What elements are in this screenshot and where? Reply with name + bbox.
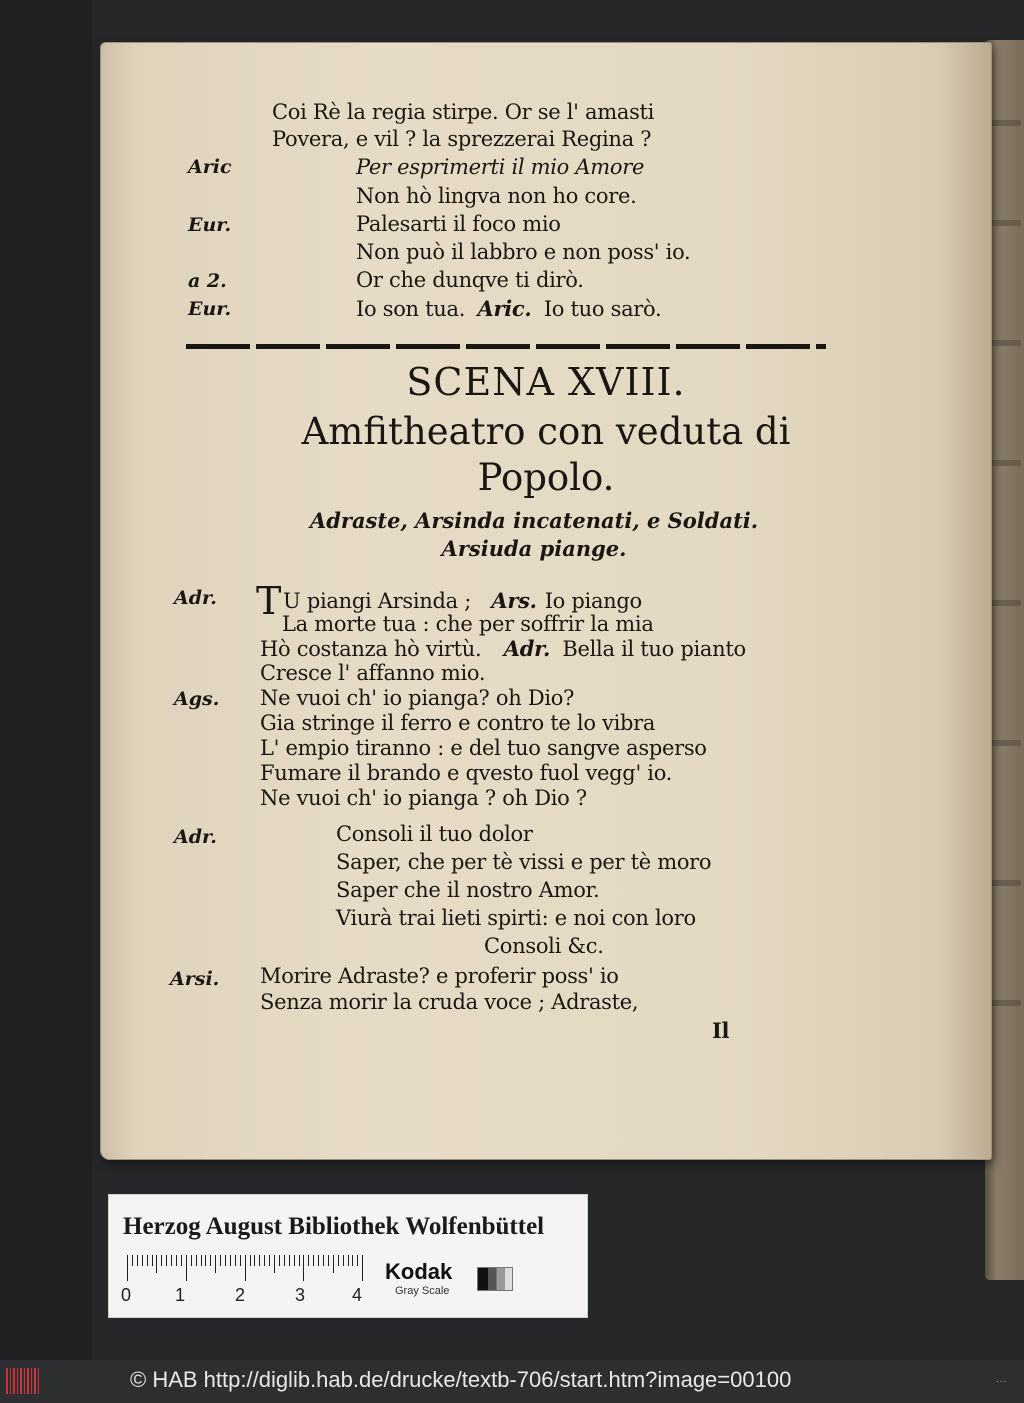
ruler-tick bbox=[201, 1255, 202, 1266]
scale-number: 3 bbox=[295, 1285, 306, 1305]
text-line: Gia stringe il ferro e contro te lo vibra bbox=[260, 711, 656, 735]
scale-card bbox=[108, 1194, 588, 1318]
ruler-tick bbox=[215, 1255, 216, 1273]
speaker-label: Ags. bbox=[174, 688, 220, 710]
ruler-tick bbox=[328, 1255, 329, 1266]
line-text: U piangi Arsinda ; bbox=[283, 589, 471, 613]
text-line: Cresce l' affanno mio. bbox=[260, 661, 486, 685]
speaker-label: Arsi. bbox=[170, 968, 220, 990]
ruler-tick bbox=[245, 1255, 246, 1281]
text-line: Morire Adraste? e proferir poss' io bbox=[260, 964, 619, 988]
text-line: Saper che il nostro Amor. bbox=[336, 878, 600, 902]
catchword: Il bbox=[712, 1018, 730, 1043]
barcode-icon bbox=[6, 1368, 40, 1394]
ruler-scale bbox=[127, 1255, 363, 1281]
ruler-tick bbox=[357, 1255, 358, 1266]
ruler-tick bbox=[147, 1255, 148, 1266]
ruler-tick bbox=[352, 1255, 353, 1266]
ruler-tick bbox=[269, 1255, 270, 1266]
text-line: Viurà trai lieti spirti: e noi con loro bbox=[336, 906, 696, 930]
text-line: Non può il labbro e non poss' io. bbox=[356, 240, 691, 264]
ruler-tick bbox=[313, 1255, 314, 1266]
persons-list: Arsiuda piange. bbox=[441, 536, 627, 561]
scale-number: 4 bbox=[352, 1285, 363, 1305]
scene-setting: Amfitheatro con veduta di bbox=[301, 410, 791, 453]
more-icon[interactable]: ... bbox=[996, 1374, 1008, 1385]
scale-number: 0 bbox=[121, 1285, 132, 1305]
text-line: Povera, e vil ? la sprezzerai Regina ? bbox=[272, 127, 652, 151]
ruler-tick bbox=[254, 1255, 255, 1266]
ruler-tick bbox=[137, 1255, 138, 1266]
scene-heading: SCENA XVIII. bbox=[406, 360, 686, 404]
ruler-tick bbox=[156, 1255, 157, 1273]
speaker-label: Eur. bbox=[188, 298, 232, 320]
refrain-line: Consoli &c. bbox=[484, 934, 604, 958]
text-line: Consoli il tuo dolor bbox=[336, 822, 533, 846]
line-text: Hò costanza hò virtù. bbox=[260, 637, 482, 661]
ruler-tick bbox=[205, 1255, 206, 1266]
footer-url[interactable]: © HAB http://diglib.hab.de/drucke/textb-706/start.htm?image=00100 bbox=[130, 1367, 792, 1392]
speaker-label: Adr. bbox=[174, 587, 217, 609]
ruler-tick bbox=[225, 1255, 226, 1266]
ruler-tick bbox=[343, 1255, 344, 1266]
footer-bar bbox=[0, 1360, 1024, 1403]
ruler-tick bbox=[171, 1255, 172, 1266]
ruler-tick bbox=[274, 1255, 275, 1273]
scene-setting: Popolo. bbox=[477, 456, 615, 499]
ruler-tick bbox=[259, 1255, 260, 1266]
ruler-tick bbox=[127, 1255, 128, 1281]
line-text: Io son tua. bbox=[356, 297, 466, 321]
inline-speaker: Ars. bbox=[491, 588, 537, 613]
line-text: Bella il tuo pianto bbox=[562, 637, 746, 661]
ruler-tick bbox=[303, 1255, 304, 1281]
ruler-tick bbox=[161, 1255, 162, 1266]
ruler-tick bbox=[196, 1255, 197, 1266]
scale-number: 1 bbox=[175, 1285, 186, 1305]
speaker-label: Aric bbox=[188, 156, 232, 178]
text-line: L' empio tiranno : e del tuo sangve asperso bbox=[260, 736, 707, 760]
text-line: Coi Rè la regia stirpe. Or se l' amasti bbox=[272, 100, 655, 124]
ruler-tick bbox=[299, 1255, 300, 1266]
ruler-tick bbox=[250, 1255, 251, 1266]
book-page bbox=[100, 42, 992, 1160]
ruler-tick bbox=[142, 1255, 143, 1266]
text-line: Per esprimerti il mio Amore bbox=[356, 155, 645, 179]
ruler-tick bbox=[308, 1255, 309, 1266]
ruler-tick bbox=[166, 1255, 167, 1266]
ruler-tick bbox=[191, 1255, 192, 1266]
ruler-tick bbox=[152, 1255, 153, 1266]
left-rail bbox=[0, 0, 92, 1360]
kodak-logo: Kodak bbox=[385, 1259, 453, 1284]
text-line bbox=[356, 296, 661, 321]
ruler-tick bbox=[318, 1255, 319, 1266]
ruler-tick bbox=[362, 1255, 363, 1281]
ruler-tick bbox=[220, 1255, 221, 1266]
drop-cap: T bbox=[256, 579, 282, 623]
line-text: Io tuo sarò. bbox=[543, 297, 662, 321]
ruler-tick bbox=[240, 1255, 241, 1266]
text-line: Senza morir la cruda voce ; Adraste, bbox=[260, 990, 639, 1014]
speaker-label: Eur. bbox=[188, 214, 232, 236]
ruler-tick bbox=[132, 1255, 133, 1266]
ruler-tick bbox=[348, 1255, 349, 1266]
card-title: Herzog August Bibliothek Wolfenbüttel bbox=[123, 1213, 545, 1240]
text-line: Palesarti il foco mio bbox=[356, 212, 561, 236]
ruler-tick bbox=[264, 1255, 265, 1266]
persons-list: Adraste, Arsinda incatenati, e Soldati. bbox=[309, 508, 759, 533]
ruler-tick bbox=[210, 1255, 211, 1266]
text-line: Fumare il brando e qvesto fuol vegg' io. bbox=[260, 761, 673, 785]
text-line bbox=[260, 636, 746, 661]
text-line: Non hò lingva non ho core. bbox=[356, 184, 637, 208]
ruler-tick bbox=[279, 1255, 280, 1266]
ruler-tick bbox=[338, 1255, 339, 1266]
inline-speaker: Adr. bbox=[503, 636, 550, 661]
speaker-label: Adr. bbox=[174, 826, 217, 848]
ruler-tick bbox=[230, 1255, 231, 1266]
text-line: Ne vuoi ch' io pianga? oh Dio? bbox=[260, 686, 575, 710]
gray-scale-label: Gray Scale bbox=[395, 1285, 450, 1297]
line-text: Io piango bbox=[544, 589, 642, 613]
ruler-tick bbox=[186, 1255, 187, 1281]
scale-number: 2 bbox=[235, 1285, 246, 1305]
ruler-tick bbox=[289, 1255, 290, 1266]
gray-swatch bbox=[477, 1267, 513, 1291]
speaker-label: a 2. bbox=[188, 270, 227, 292]
ruler-tick bbox=[181, 1255, 182, 1266]
text-line: Saper, che per tè vissi e per tè moro bbox=[336, 850, 712, 874]
ruler-tick bbox=[284, 1255, 285, 1266]
ruler-tick bbox=[235, 1255, 236, 1266]
inline-speaker: Aric. bbox=[477, 296, 532, 321]
text-line: La morte tua : che per soffrir la mia bbox=[282, 612, 654, 636]
ornamental-rule bbox=[186, 344, 826, 349]
ruler-tick bbox=[294, 1255, 295, 1266]
ruler-tick bbox=[333, 1255, 334, 1273]
ruler-tick bbox=[176, 1255, 177, 1266]
ruler-tick bbox=[323, 1255, 324, 1266]
text-line: Ne vuoi ch' io pianga ? oh Dio ? bbox=[260, 786, 587, 810]
text-line: Or che dunqve ti dirò. bbox=[356, 268, 584, 292]
